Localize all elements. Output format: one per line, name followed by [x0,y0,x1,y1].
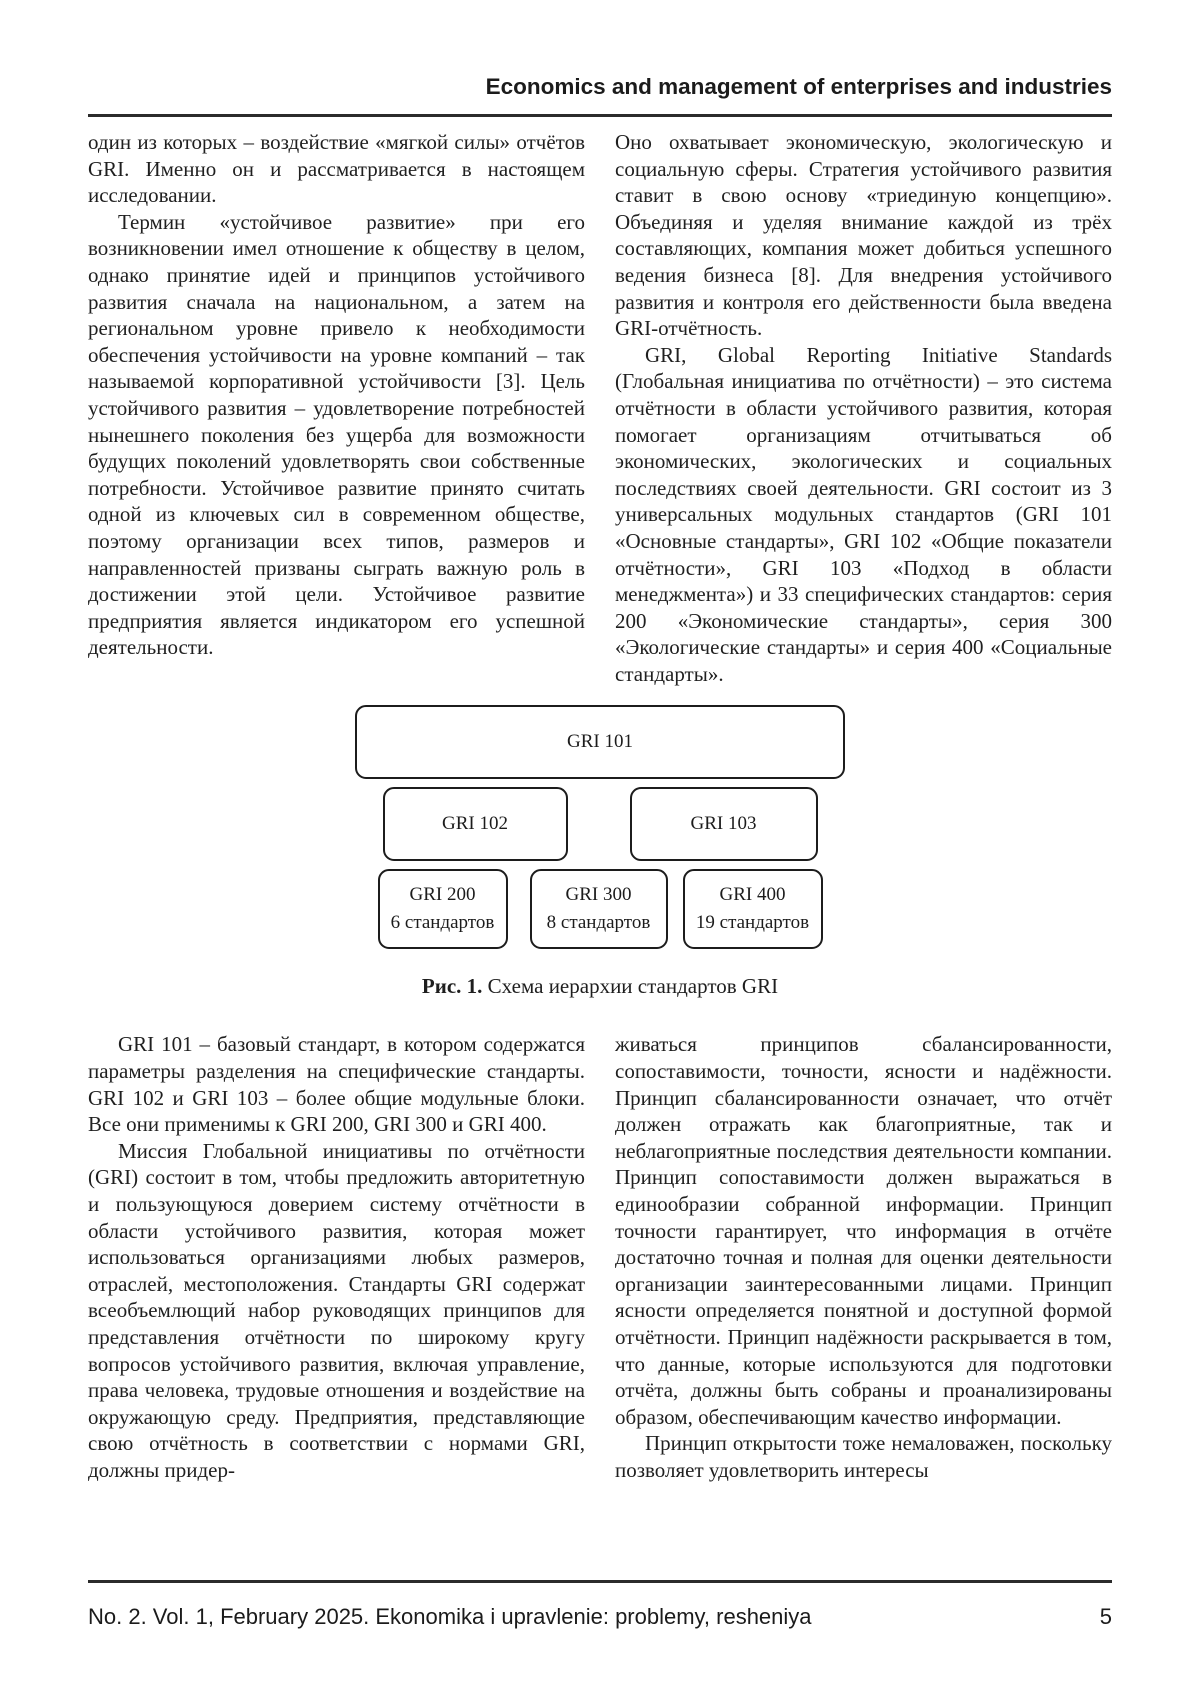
lower-text-block [88,1031,1112,1483]
header-rule [88,114,1112,117]
diagram-box-gri-200 [378,869,508,949]
footer-page-number: 5 [1099,1604,1112,1629]
diagram-box-sublabel: 6 стандартов [390,912,495,934]
page-footer [88,1580,1112,1630]
figure-gri-hierarchy-diagram [88,705,1112,999]
diagram-box-label: GRI 103 [690,813,757,835]
upper-text-block [88,129,1112,687]
footer-rule [88,1580,1112,1583]
diagram-box-gri-300 [530,869,668,949]
diagram-box-label: GRI 200 [409,884,476,906]
lower-right-column [615,1031,1112,1483]
paragraph: Принцип открытости тоже немаловажен, поскольку позволяет удовлетворить интересы [615,1431,1112,1482]
upper-right-column [615,129,1112,687]
paragraph: GRI, Global Reporting Initiative Standards (Глобальная инициатива по отчётности) – это система отчётности в области устойчивого развития, которая помогает организациям отчитываться об экономических, экологических и социальных последствиях своей деятельности. GRI состоит из 3 универсальных модульных стандартов (GRI 101 «Основные стандарты», GRI 102 «Общие показатели отчётности», GRI 103 «Подход в области менеджмента») и 33 специфических стандартов: серия 200 «Экономические стандарты», серия 300 «Экологические стандарты» и серия 400 «Социальные стандарты». [615,342,1112,686]
diagram-row-2 [88,787,1112,861]
diagram-box-label: GRI 300 [565,884,632,906]
diagram-box-sublabel: 19 стандартов [695,912,810,934]
paragraph: Оно охватывает экономическую, экологическую и социальную сферы. Стратегия устойчивого развития ставит в свою основу «триединую концепцию». Объединяя и уделяя внимание каждой из трёх составляющих, компания может добиться успешного ведения бизнеса [8]. Для внедрения устойчивого развития и контроля его действенности была введена GRI-отчётность. [615,130,1112,341]
footer-journal-info: No. 2. Vol. 1, February 2025. Ekonomika i upravlenie: problemy, resheniya [88,1604,812,1629]
paragraph: Миссия Глобальной инициативы по отчётности (GRI) состоит в том, чтобы предложить авторитетную и пользующуюся доверием систему отчётности в области устойчивого развития, которая может использоваться организациями любых размеров, отраслей, местоположения. Стандарты GRI содержат всеобъемлющий набор руководящих принципов для представления отчётности по широкому кругу вопросов устойчивого развития, включая управление, права человека, трудовые отношения и воздействие на окружающую среду. Предприятия, представляющие свою отчётность в соответствии с нормами GRI, должны придер- [88,1138,585,1482]
paragraph: живаться принципов сбалансированности, сопоставимости, точности, ясности и надёжности. Принцип сбалансированности означает, что отчёт должен отражать как благоприятные, так и неблагоприятные последствия деятельности компании. Принцип сопоставимости должен выражаться в единообразии собранной информации. Принцип точности гарантирует, что информация в отчёте достаточно точная и полная для оценки деятельности организации заинтересованными лицами. Принцип ясности определяется понятной и доступной формой отчётности. Принцип надёжности раскрывается в том, что данные, которые используются для подготовки отчёта, должны быть собраны и проанализированы образом, обеспечивающим качество информации. [615,1032,1112,1429]
diagram-box-label: GRI 102 [442,813,508,835]
lower-left-column [88,1031,585,1483]
paragraph: один из которых – воздействие «мягкой силы» отчётов GRI. Именно он и рассматривается в настоящем исследовании. [88,130,585,208]
diagram-row-1 [88,705,1112,779]
footer-line [88,1604,1112,1630]
diagram-box-sublabel: 8 стандартов [546,912,651,934]
figure-caption-label: Рис. 1. [421,974,483,999]
diagram-row-3 [88,869,1112,949]
upper-left-column [88,129,585,687]
paragraph: GRI 101 – базовый стандарт, в котором содержатся параметры разделения на специфические стандарты. GRI 102 и GRI 103 – более общие модульные блоки. Все они применимы к GRI 200, GRI 300 и GRI 400. [88,1032,585,1137]
figure-caption-text: Схема иерархии стандартов GRI [482,974,779,999]
diagram-box-gri-101 [355,705,845,779]
diagram-box-label: GRI 101 [567,731,633,753]
diagram-box-gri-103 [630,787,818,861]
paragraph: Термин «устойчивое развитие» при его возникновении имел отношение к обществу в целом, однако принятие идей и принципов устойчивого развития сначала на национальном, а затем на региональном уровне привело к необходимости обеспечения устойчивости на уровне компаний – так называемой корпоративной устойчивости [3]. Цель устойчивого развития – удовлетворение потребностей нынешнего поколения без ущерба для возможности будущих поколений удовлетворять свои собственные потребности. Устойчивое развитие принято считать одной из ключевых сил в современном обществе, поэтому организации всех типов, размеров и направленностей призваны сыграть важную роль в достижении этой цели. Устойчивое развитие предприятия является индикатором его успешной деятельности. [88,209,585,660]
diagram-box-gri-400 [683,869,823,949]
figure-caption [88,974,1112,999]
running-head-title: Economics and management of enterprises and industries [485,74,1112,99]
diagram-box-gri-102 [383,787,568,861]
diagram-box-label: GRI 400 [719,884,786,906]
